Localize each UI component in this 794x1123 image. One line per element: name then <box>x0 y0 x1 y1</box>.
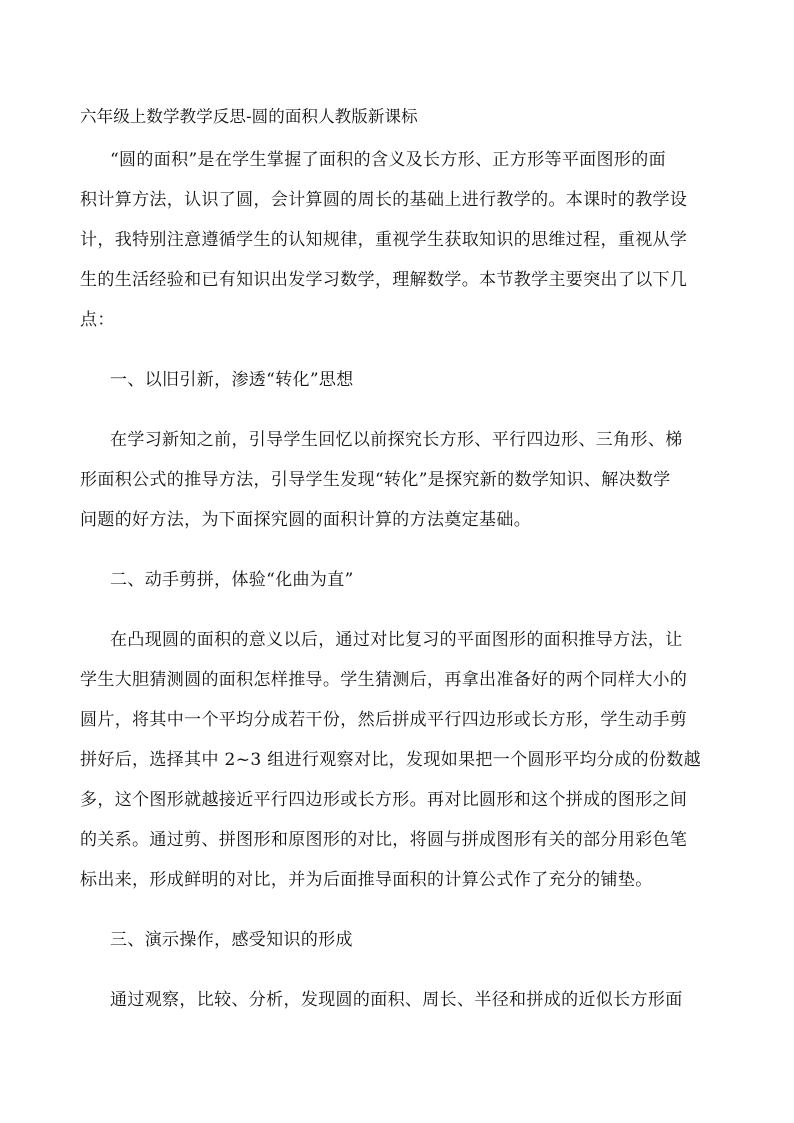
section-heading: 二、动手剪拼，体验“化曲为直” <box>110 570 354 590</box>
paragraph-line: 问题的好方法，为下面探究圆的面积计算的方法奠定基础。 <box>80 510 532 530</box>
section-heading: 一、以旧引新，渗透“转化”思想 <box>110 370 354 390</box>
document-title: 六年级上数学教学反思-圆的面积人教版新课标 <box>80 107 418 126</box>
paragraph-line: 拼好后，选择其中 2~3 组进行观察对比，发现如果把一个圆形平均分成的份数越 <box>80 750 701 770</box>
paragraph-line: 生的生活经验和已有知识出发学习数学，理解数学。本节教学主要突出了以下几 <box>80 270 688 290</box>
paragraph-line: 形面积公式的推导方法，引导学生发现“转化”是探究新的数学知识、解决数学 <box>80 470 671 490</box>
paragraph-line: 的关系。通过剪、拼图形和原图形的对比，将圆与拼成图形有关的部分用彩色笔 <box>80 830 688 850</box>
paragraph-line: 在学习新知之前，引导学生回忆以前探究长方形、平行四边形、三角形、梯 <box>110 430 683 450</box>
paragraph-line: 多，这个图形就越接近平行四边形或长方形。再对比圆形和这个拼成的图形之间 <box>80 790 688 810</box>
paragraph-line: 学生大胆猜测圆的面积怎样推导。学生猜测后，再拿出准备好的两个同样大小的 <box>80 670 688 690</box>
paragraph-line: 计，我特别注意遵循学生的认知规律，重视学生获取知识的思维过程，重视从学 <box>80 230 688 250</box>
section-heading: 三、演示操作，感受知识的形成 <box>110 930 353 950</box>
paragraph-line: 积计算方法，认识了圆，会计算圆的周长的基础上进行教学的。本课时的教学设 <box>80 190 688 210</box>
paragraph-line: 点： <box>80 310 115 330</box>
paragraph-line: 圆片，将其中一个平均分成若干份，然后拼成平行四边形或长方形，学生动手剪 <box>80 710 688 730</box>
paragraph-line: 标出来，形成鲜明的对比，并为后面推导面积的计算公式作了充分的铺垫。 <box>80 870 653 890</box>
paragraph-line: 在凸现圆的面积的意义以后，通过对比复习的平面图形的面积推导方法，让 <box>110 630 683 650</box>
paragraph-line: 通过观察，比较、分析，发现圆的面积、周长、半径和拼成的近似长方形面 <box>110 990 683 1010</box>
paragraph-line: “圆的面积”是在学生掌握了面积的含义及长方形、正方形等平面图形的面 <box>110 150 666 170</box>
